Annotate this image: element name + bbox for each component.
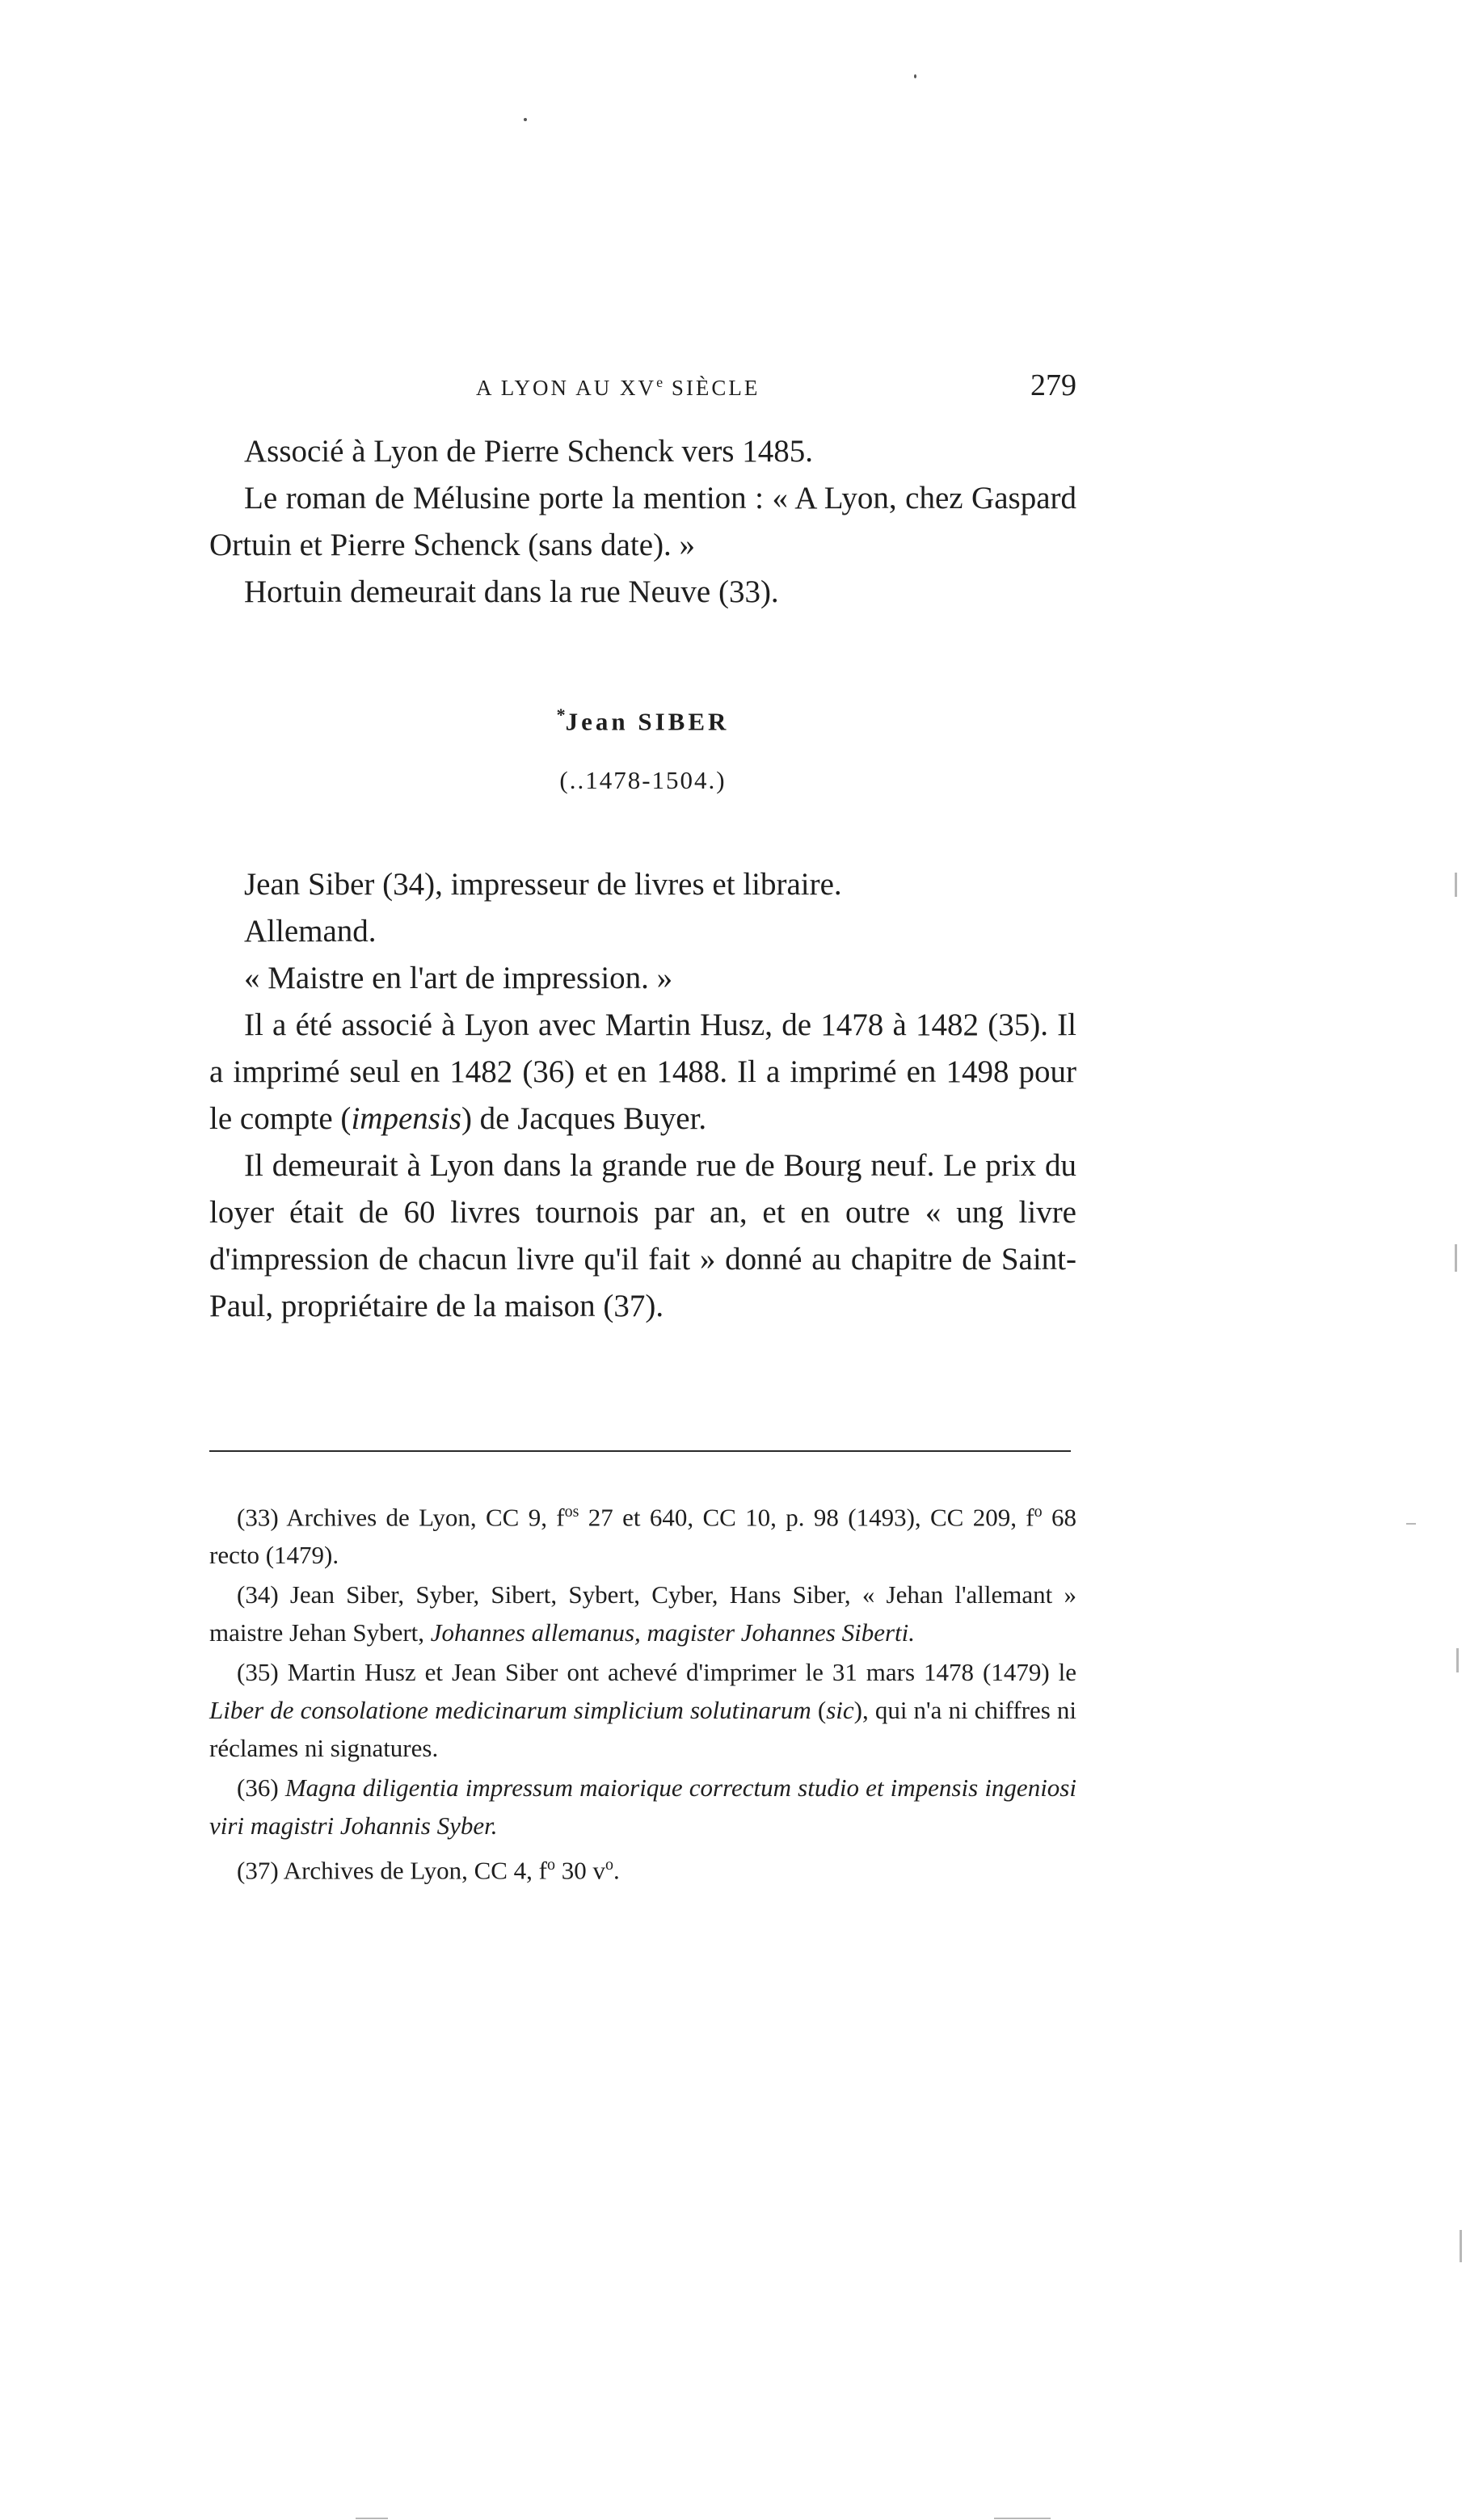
entry-heading xyxy=(209,705,1076,736)
ink-speck xyxy=(524,118,527,121)
asterisk-mark: * xyxy=(556,705,566,725)
footnote-37: (37) Archives de Lyon, CC 4, $f^o$ 30 $v^o$. xyxy=(237,1856,620,1885)
printer-name: Jean SIBER xyxy=(565,707,730,736)
footnote-33: (33) Archives de Lyon, CC 9, $f^{os}$ 27 et 640, CC 10, p. 98 (1493), CC 209, $f^o$ 68 recto (1479). xyxy=(209,1503,1076,1570)
scan-edge-mark xyxy=(1406,1523,1416,1525)
paragraph: Jean Siber (34), impresseur de livres et libraire. xyxy=(244,867,842,902)
paragraph: Le roman de Mélusine porte la mention : « A Lyon, chez Gaspard Ortuin et Pierre Schenck (sans date). » xyxy=(209,481,1076,562)
scan-edge-mark xyxy=(1456,1648,1459,1672)
footnote-rule xyxy=(209,1450,1071,1452)
paragraph: Hortuin demeurait dans la rue Neuve (33). xyxy=(244,574,779,609)
scan-edge-mark xyxy=(994,2518,1051,2519)
paragraph: « Maistre en l'art de impression. » xyxy=(244,961,673,995)
paragraph: Associé à Lyon de Pierre Schenck vers 1485. xyxy=(244,434,813,469)
paragraph: Il demeurait à Lyon dans la grande rue de Bourg neuf. Le prix du loyer était de 60 livres tournois par an, et en outre « ung livre d'impression de chacun livre qu'il fait » donné au chapitre de Saint-Paul, propriétaire de la maison (37). xyxy=(209,1148,1076,1323)
scan-edge-mark xyxy=(356,2518,388,2519)
ink-speck xyxy=(914,74,916,78)
previous-entry-text xyxy=(209,428,1076,616)
scan-edge-mark xyxy=(1455,1244,1457,1272)
paragraph: Il a été associé à Lyon avec Martin Husz, de 1478 à 1482 (35). Il a imprimé seul en 1482 (36) et en 1488. Il a imprimé en 1498 pour le compte (impensis) de Jacques Buyer. xyxy=(209,1008,1076,1136)
entry-text xyxy=(209,861,1076,1330)
running-title: A LYON AU XVe SIÈCLE xyxy=(476,374,760,400)
footnotes xyxy=(209,1493,1076,1891)
scan-edge-mark xyxy=(1455,873,1457,897)
footnote-34: (34) Jean Siber, Syber, Sibert, Sybert, Cyber, Hans Siber, « Jehan l'allemant » maistre Jehan Sybert, Johannes allemanus, magister Johannes Siberti. xyxy=(209,1580,1076,1647)
scan-edge-mark xyxy=(1460,2230,1462,2262)
running-head xyxy=(209,368,1076,408)
page-number: 279 xyxy=(1030,368,1076,402)
paragraph: Allemand. xyxy=(244,914,377,949)
footnote-36: (36) Magna diligentia impressum maiorique correctum studio et impensis ingeniosi viri magistri Johannis Syber. xyxy=(209,1773,1076,1841)
footnote-35: (35) Martin Husz et Jean Siber ont achevé d'imprimer le 31 mars 1478 (1479) le Liber de consolatione medicinarum simplicium solutinarum (sic), qui n'a ni chiffres ni réclames ni signatures. xyxy=(209,1658,1076,1763)
entry-dates: (..1478-1504.) xyxy=(559,766,727,794)
